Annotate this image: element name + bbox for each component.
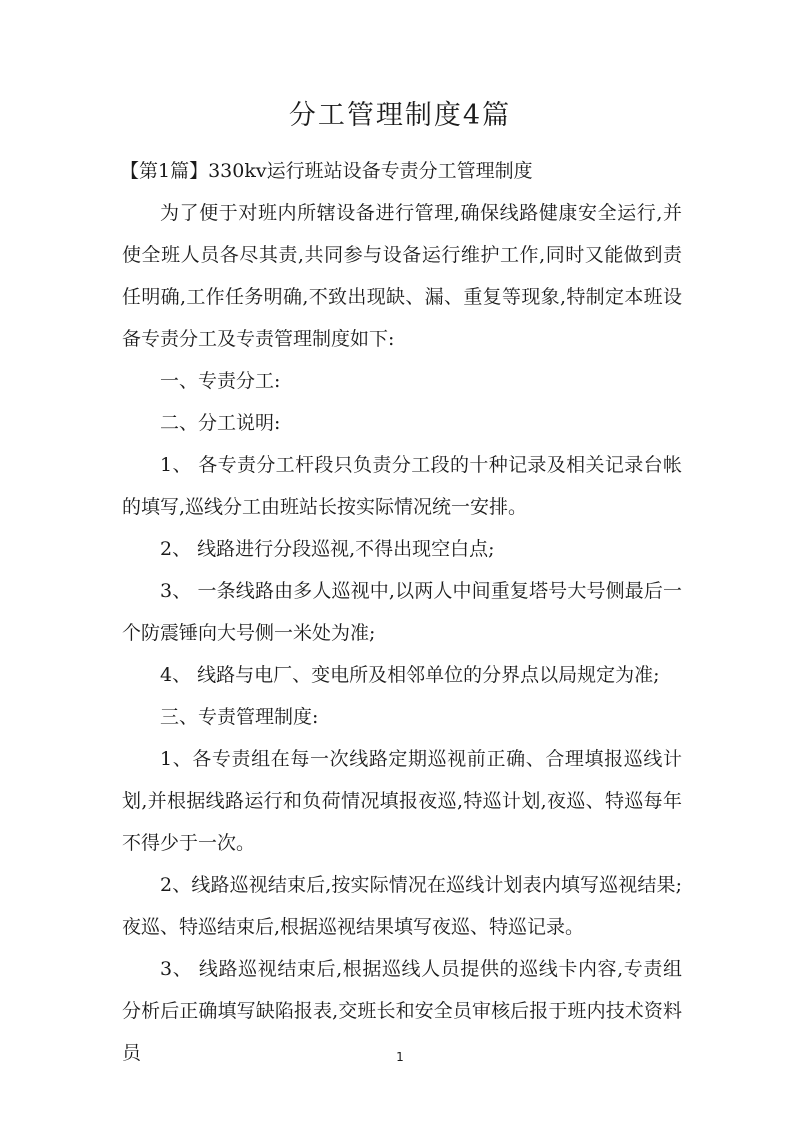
paragraph-intro: 为了便于对班内所辖设备进行管理,确保线路健康安全运行,并使全班人员各尽其责,共同参与设备运行维护工作,同时又能做到责任明确,工作任务明确,不致出现缺、漏、重复等现象,特制定本班设备专责分工及专责管理制度如下: bbox=[122, 202, 682, 350]
paragraph-item-2-1: 1、 各专责分工杆段只负责分工段的十种记录及相关记录台帐的填写,巡线分工由班站长按实际情况统一安排。 bbox=[122, 454, 682, 518]
document-title: 分工管理制度4篇 bbox=[288, 100, 512, 131]
paragraph-section-2: 二、分工说明: bbox=[160, 412, 281, 434]
section-heading: 【第1篇】330kv运行班站设备专责分工管理制度 bbox=[120, 160, 533, 182]
paragraph-section-3: 三、专责管理制度: bbox=[160, 706, 319, 728]
document-body bbox=[122, 150, 682, 1074]
paragraph-item-3-1: 1、各专责组在每一次线路定期巡视前正确、合理填报巡线计划,并根据线路运行和负荷情况填报夜巡,特巡计划,夜巡、特巡每年不得少于一次。 bbox=[122, 748, 682, 854]
paragraph-item-3-2: 2、线路巡视结束后,按实际情况在巡线计划表内填写巡视结果;夜巡、特巡结束后,根据巡视结果填写夜巡、特巡记录。 bbox=[122, 874, 682, 938]
paragraph-section-1: 一、专责分工: bbox=[160, 370, 281, 392]
paragraph-item-2-3: 3、 一条线路由多人巡视中,以两人中间重复塔号大号侧最后一个防震锤向大号侧一米处为准; bbox=[122, 580, 682, 644]
paragraph-item-3-3: 3、 线路巡视结束后,根据巡线人员提供的巡线卡内容,专责组分析后正确填写缺陷报表,交班长和安全员审核后报于班内技术资料员 bbox=[122, 958, 682, 1064]
page-number: 1 bbox=[396, 1050, 404, 1064]
paragraph-item-2-2: 2、 线路进行分段巡视,不得出现空白点; bbox=[160, 538, 495, 560]
paragraph-item-2-4: 4、 线路与电厂、变电所及相邻单位的分界点以局规定为准; bbox=[160, 664, 660, 686]
